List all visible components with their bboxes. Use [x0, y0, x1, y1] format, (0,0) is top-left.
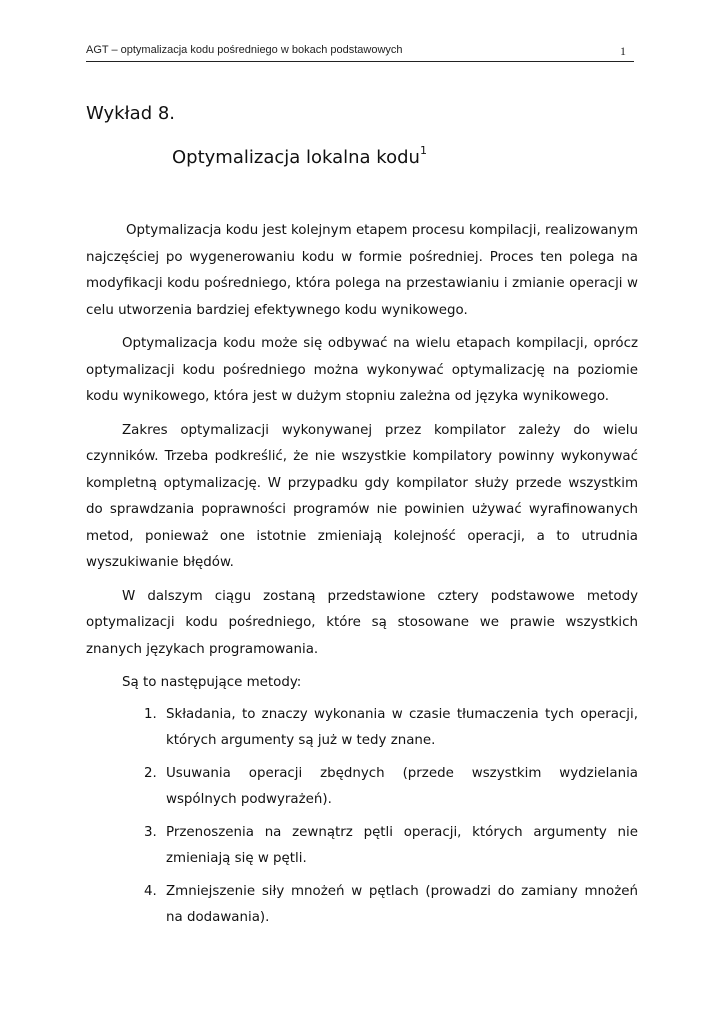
page-number: 1: [620, 44, 626, 58]
list-item-number: 3.: [144, 824, 157, 840]
list-item-text: Przenoszenia na zewnątrz pętli operacji, których argumenty nie zmieniają się w pętli.: [166, 824, 638, 866]
document-body: [86, 218, 638, 938]
list-item: [86, 879, 638, 932]
list-item-text: Zmniejszenie siły mnożeń w pętlach (prowadzi do zamiany mnożeń na dodawania).: [166, 883, 638, 925]
list-item: [86, 702, 638, 755]
footnote-mark: 1: [419, 144, 427, 157]
lecture-title: Wykład 8.: [86, 103, 176, 124]
paragraph-3: Zakres optymalizacji wykonywanej przez kompilator zależy do wielu czynników. Trzeba podkreślić, że nie wszystkie kompilatory powinny wykonywać kompletną optymalizację. W przypadku gdy kompilator służy przede wszystkim do sprawdzania poprawności programów nie powinien używać wyrafinowanych metod, ponieważ one istotnie zmieniają kolejność operacji, a to utrudnia wyszukiwanie błędów.: [86, 422, 638, 570]
list-item-number: 1.: [144, 706, 157, 722]
list-item-number: 4.: [144, 883, 157, 899]
paragraph-4: W dalszym ciągu zostaną przedstawione cztery podstawowe metody optymalizacji kodu pośredniego, które są stosowane we prawie wszystkich znanych językach programowania.: [86, 588, 638, 657]
paragraph-2: Optymalizacja kodu może się odbywać na wielu etapach kompilacji, oprócz optymalizacji kodu pośredniego można wykonywać optymalizację na poziomie kodu wynikowego, która jest w dużym stopniu zależna od języka wynikowego.: [86, 336, 638, 404]
methods-list: [86, 702, 638, 932]
list-intro: Są to następujące metody:: [122, 675, 302, 690]
list-item-text: Usuwania operacji zbędnych (przede wszystkim wydzielania wspólnych podwyrażeń).: [166, 765, 638, 807]
list-item: [86, 761, 638, 814]
subtitle-text: Optymalizacja lokalna kodu: [172, 147, 420, 168]
subtitle: [172, 146, 427, 168]
list-item-number: 2.: [144, 765, 157, 781]
list-item: [86, 820, 638, 873]
header-title: AGT – optymalizacja kodu pośredniego w bokach podstawowych: [86, 44, 403, 56]
paragraph-1: Optymalizacja kodu jest kolejnym etapem procesu kompilacji, realizowanym najczęściej po wygenerowaniu kodu w formie pośredniej. Proces ten polega na modyfikacji kodu pośredniego, która polega na przestawianiu i zmianie operacji w celu utworzenia bardziej efektywnego kodu wynikowego.: [86, 223, 638, 318]
page-header: [86, 43, 634, 62]
list-item-text: Składania, to znaczy wykonania w czasie tłumaczenia tych operacji, których argumenty są już w tedy znane.: [166, 706, 638, 748]
